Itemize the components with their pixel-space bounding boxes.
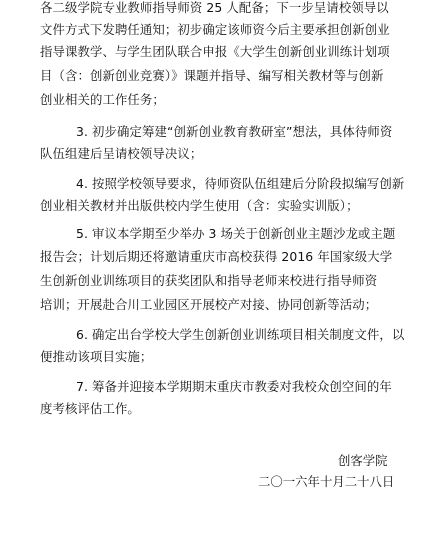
signature-date: 二〇一六年十月二十八日 <box>258 474 395 489</box>
text-line: 生创新创业训练项目的获奖团队和指导老师来校进行指导师资 <box>40 273 378 288</box>
text-line: 度考核评估工作。 <box>40 401 140 416</box>
text-line: 报告会；计划后期还将邀请重庆市高校获得 2016 年国家级大学 <box>40 249 393 264</box>
list-item-4: 4. 按照学校领导要求，待师资队伍组建后分阶段拟编写创新 <box>76 176 405 191</box>
text-line: 便推动该项目实施； <box>40 349 153 364</box>
text-line: 目（含：创新创业竞赛）》课题并指导、编写相关教材等与创新 <box>40 68 384 83</box>
text-line: 创业相关教材并出版供校内学生使用（含：实验实训版）； <box>40 198 359 213</box>
list-item-5: 5. 审议本学期至少举办 3 场关于创新创业主题沙龙或主题 <box>76 226 396 241</box>
list-item-7: 7. 筹备并迎接本学期期末重庆市教委对我校众创空间的年 <box>76 379 392 394</box>
text-line: 指导课教学、与学生团队联合申报《大学生创新创业训练计划项 <box>40 44 390 59</box>
list-item-3: 3. 初步确定筹建“创新创业教育教研室”想法，具体待师资 <box>76 124 393 139</box>
text-line: 培训；开展赴合川工业园区开展校产对接、协同创新等活动； <box>40 297 378 312</box>
text-line: 文件方式下发聘任通知；初步确定该师资今后主要承担创新创业 <box>40 22 390 37</box>
text-line: 创业相关的工作任务； <box>40 92 165 107</box>
text-line: 队伍组建后呈请校领导决议； <box>40 146 203 161</box>
text-line: 各二级学院专业教师指导师资 25 人配备；下一步呈请校领导以 <box>40 0 389 15</box>
signature-org: 创客学院 <box>338 453 388 468</box>
list-item-6: 6. 确定出台学校大学生创新创业训练项目相关制度文件，以 <box>76 327 405 342</box>
